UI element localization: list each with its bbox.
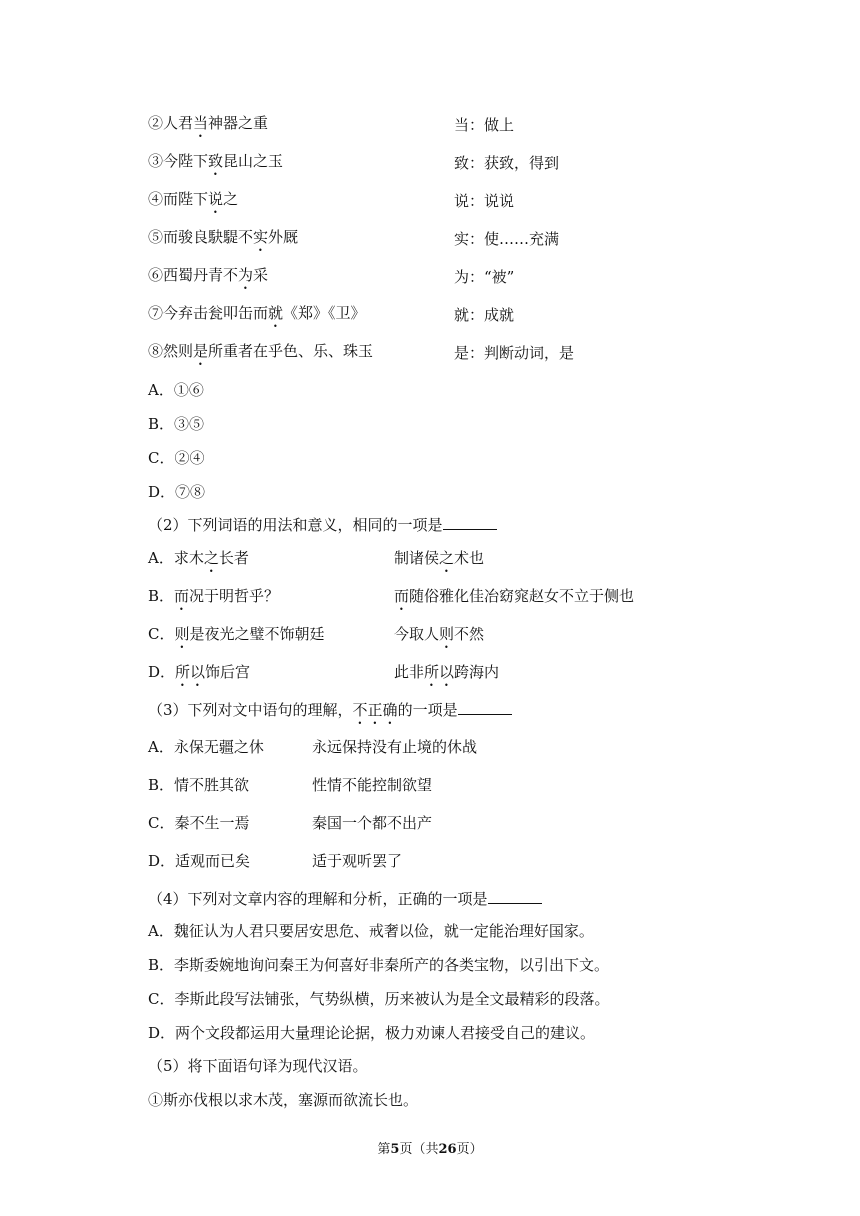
phrase-post: 饰后宫 xyxy=(205,663,251,681)
q4-stem xyxy=(148,889,542,909)
q4-option-a: A．魏征认为人君只要居安思危、戒奢以俭，就一定能治理好国家。 xyxy=(148,922,594,940)
option-phrase: 适观而已矣 xyxy=(175,852,251,870)
q2-stem-text: （2）下列词语的用法和意义，相同的一项是 xyxy=(148,516,443,534)
item-number: ⑥ xyxy=(148,266,164,284)
q1-option-c: C．②④ xyxy=(148,449,205,467)
gloss-item-sentence xyxy=(148,341,373,369)
phrase-post: 长者 xyxy=(218,549,249,567)
option-phrase: 秦不生一焉 xyxy=(174,814,250,832)
phrase-pre: 今取人 xyxy=(394,625,440,643)
gloss-item-meaning: 为：“被” xyxy=(454,268,515,286)
q3-option xyxy=(148,851,250,871)
sentence-post: 神器之重 xyxy=(208,114,269,132)
emphasized-word: 之 xyxy=(439,549,455,567)
item-number: ② xyxy=(148,114,164,132)
emphasized-word: 致 xyxy=(208,152,224,170)
q4-stem-text: （4）下列对文章内容的理解和分析，正确的一项是 xyxy=(148,890,488,908)
q3-stem-post: 的一项是 xyxy=(397,701,458,719)
q3-option-meaning: 适于观听罢了 xyxy=(312,852,403,870)
q2-option-comparison xyxy=(394,662,499,690)
gloss-item-meaning: 致：获致，得到 xyxy=(454,154,560,172)
phrase-post: 况于明哲乎？ xyxy=(189,587,280,605)
gloss-item-sentence xyxy=(148,265,268,293)
q3-stem xyxy=(148,700,512,728)
q2-stem xyxy=(148,515,497,535)
q3-stem-emphasis: 不正确 xyxy=(352,701,398,719)
phrase-post: 术也 xyxy=(454,549,485,567)
q3-stem-pre: （3）下列对文中语句的理解， xyxy=(148,701,353,719)
sentence-pre: 西蜀丹青不 xyxy=(163,266,239,284)
sentence-post: 采 xyxy=(253,266,269,284)
q2-option xyxy=(148,624,325,652)
option-label: C． xyxy=(148,625,175,643)
phrase-pre: 求木 xyxy=(173,549,204,567)
sentence-pre: 今陛下 xyxy=(163,152,209,170)
q2-option xyxy=(148,548,249,576)
sentence-pre: 而骏良駃騠不 xyxy=(163,228,254,246)
sentence-post: 外厩 xyxy=(268,228,299,246)
q2-option-comparison xyxy=(394,548,484,576)
sentence-pre: 然则 xyxy=(163,342,194,360)
sentence-pre: 人君 xyxy=(163,114,194,132)
q3-option-meaning: 性情不能控制欲望 xyxy=(312,776,433,794)
gloss-item-meaning: 是：判断动词，是 xyxy=(454,344,575,362)
emphasized-word: 之 xyxy=(203,549,219,567)
emphasized-word: 当 xyxy=(193,114,209,132)
answer-blank xyxy=(488,889,542,904)
phrase-post: 随俗雅化佳冶窈窕赵女不立于侧也 xyxy=(409,587,635,605)
q1-option-a: A．①⑥ xyxy=(148,381,204,399)
q5-item-1: ①斯亦伐根以求木茂，塞源而欲流长也。 xyxy=(148,1091,419,1109)
phrase-post: 跨海内 xyxy=(454,663,500,681)
item-number: ⑤ xyxy=(148,228,164,246)
emphasized-word: 是 xyxy=(193,342,209,360)
gloss-item-sentence xyxy=(148,303,366,331)
gloss-item-sentence xyxy=(148,189,238,217)
emphasized-word: 就 xyxy=(268,304,284,322)
gloss-item-meaning: 当：做上 xyxy=(454,116,515,134)
q3-option xyxy=(148,775,249,795)
option-phrase: 情不胜其欲 xyxy=(174,776,250,794)
emphasized-word: 为 xyxy=(238,266,254,284)
footer-mid: 页（共 xyxy=(399,1142,439,1157)
page-number: 5 xyxy=(390,1142,400,1157)
option-label: A． xyxy=(148,738,174,756)
q1-option-b: B．③⑤ xyxy=(148,415,205,433)
q4-option-c: C．李斯此段写法铺张，气势纵横，历来被认为是全文最精彩的段落。 xyxy=(148,990,610,1008)
answer-blank xyxy=(443,515,497,530)
option-label: B． xyxy=(148,587,175,605)
emphasized-word: 则 xyxy=(439,625,455,643)
page-footer xyxy=(0,1138,860,1157)
answer-blank xyxy=(458,700,512,715)
sentence-post: 《郑》《卫》 xyxy=(283,304,366,322)
gloss-item-sentence xyxy=(148,113,268,141)
q2-option xyxy=(148,586,279,614)
sentence-post: 之 xyxy=(223,190,239,208)
option-label: A． xyxy=(148,549,174,567)
item-number: ③ xyxy=(148,152,164,170)
footer-post: 页） xyxy=(456,1142,483,1157)
gloss-item-meaning: 实：使……充满 xyxy=(454,230,560,248)
q4-option-d: D．两个文段都运用大量理论论据，极力劝谏人君接受自己的建议。 xyxy=(148,1024,596,1042)
gloss-item-meaning: 就：成就 xyxy=(454,306,515,324)
q5-stem: （5）将下面语句译为现代汉语。 xyxy=(148,1057,368,1075)
q4-option-b: B．李斯委婉地询问秦王为何喜好非秦所产的各类宝物，以引出下文。 xyxy=(148,956,610,974)
emphasized-word: 而 xyxy=(174,587,190,605)
emphasized-word: 而 xyxy=(394,587,410,605)
sentence-post: 昆山之玉 xyxy=(223,152,284,170)
emphasized-word: 所以 xyxy=(175,663,206,681)
sentence-pre: 今弃击瓮叩缶而 xyxy=(163,304,269,322)
emphasized-word: 则 xyxy=(174,625,190,643)
sentence-pre: 而陛下 xyxy=(163,190,209,208)
q3-option-meaning: 秦国一个都不出产 xyxy=(312,814,433,832)
option-label: D． xyxy=(148,663,176,681)
sentence-post: 所重者在乎色、乐、珠玉 xyxy=(208,342,374,360)
item-number: ⑦ xyxy=(148,304,164,322)
q3-option-meaning: 永远保持没有止境的休战 xyxy=(312,738,478,756)
emphasized-word: 实 xyxy=(253,228,269,246)
gloss-item-meaning: 说：说说 xyxy=(454,192,515,210)
option-phrase: 永保无疆之休 xyxy=(173,738,264,756)
option-label: C． xyxy=(148,814,175,832)
item-number: ⑧ xyxy=(148,342,164,360)
q3-option xyxy=(148,737,264,757)
page-total: 26 xyxy=(438,1142,457,1157)
item-number: ④ xyxy=(148,190,164,208)
phrase-pre: 制诸侯 xyxy=(394,549,440,567)
q3-option xyxy=(148,813,250,833)
q1-option-d: D．⑦⑧ xyxy=(148,483,206,501)
gloss-item-sentence xyxy=(148,227,298,255)
footer-pre: 第 xyxy=(377,1142,391,1157)
phrase-post: 不然 xyxy=(454,625,485,643)
q2-option-comparison xyxy=(394,624,484,652)
phrase-pre: 此非 xyxy=(394,663,425,681)
emphasized-word: 所以 xyxy=(424,663,455,681)
q2-option xyxy=(148,662,250,690)
emphasized-word: 说 xyxy=(208,190,224,208)
gloss-item-sentence xyxy=(148,151,283,179)
phrase-post: 是夜光之璧不饰朝廷 xyxy=(189,625,325,643)
q2-option-comparison xyxy=(394,586,634,614)
option-label: D． xyxy=(148,852,176,870)
option-label: B． xyxy=(148,776,175,794)
